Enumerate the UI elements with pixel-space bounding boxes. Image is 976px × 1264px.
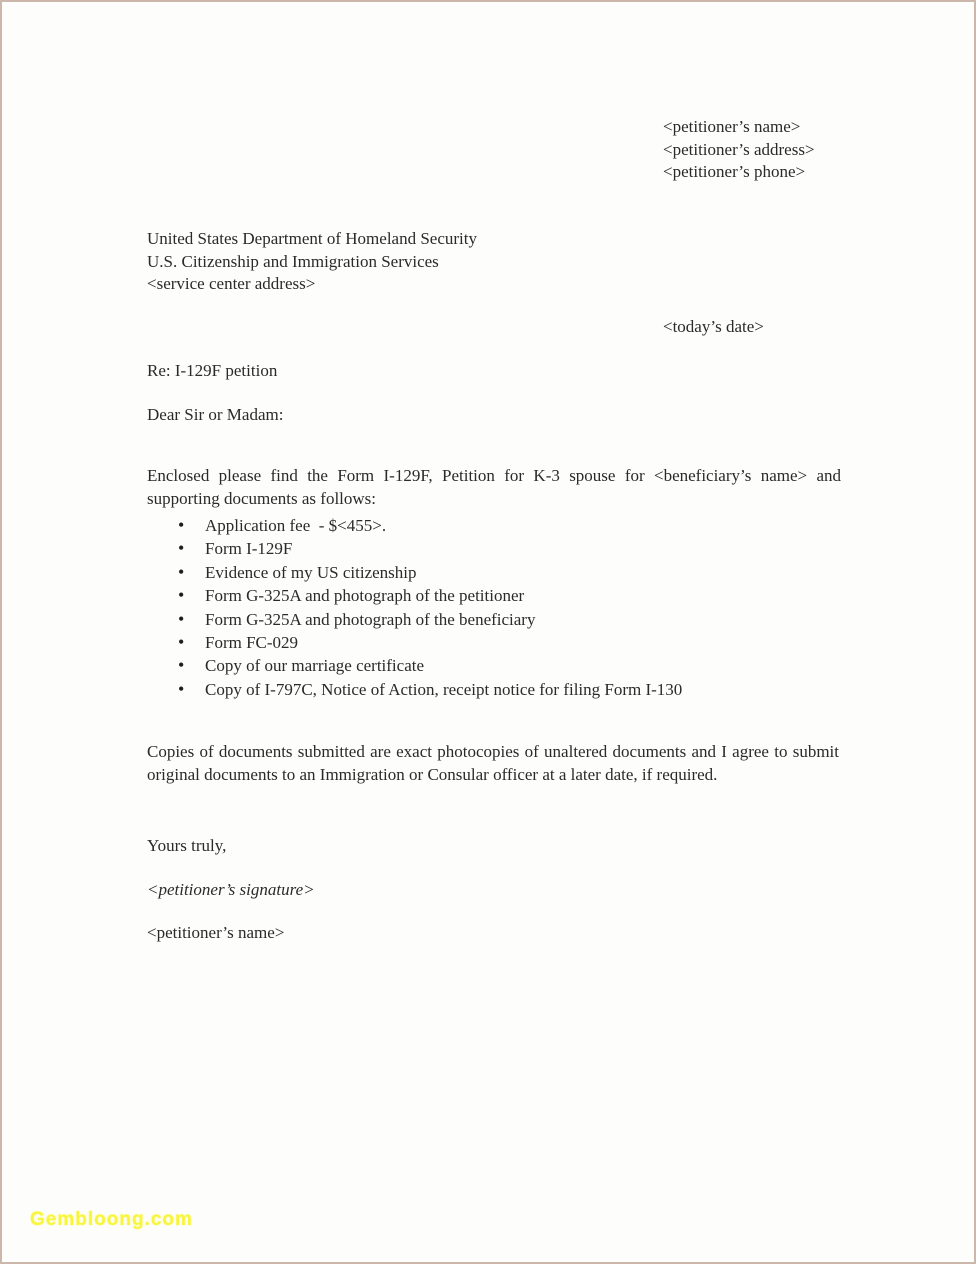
body-paragraph: Copies of documents submitted are exact photocopies of unaltered documents and I agree to submit original documents to an Immigration or Consular officer at a later date, if required. (147, 742, 839, 784)
service-center-address-placeholder: <service center address> (147, 274, 316, 293)
watermark-text: Gembloong.com (30, 1209, 193, 1230)
petitioner-phone-placeholder: <petitioner’s phone> (663, 162, 806, 181)
enclosure-list (147, 514, 847, 701)
recipient-department: United States Department of Homeland Security (147, 229, 477, 248)
signature-placeholder: <petitioner’s signature> (147, 880, 315, 899)
list-item: • Form G-325A and photograph of the petitioner (147, 584, 847, 607)
list-item: • Copy of our marriage certificate (147, 654, 847, 677)
recipient-agency: U.S. Citizenship and Immigration Services (147, 251, 439, 271)
date-placeholder: <today’s date> (663, 317, 764, 336)
list-item: • Evidence of my US citizenship (147, 561, 847, 584)
closing-line: Yours truly, (147, 836, 227, 855)
list-item: • Form I-129F (147, 537, 847, 560)
subject-line: Re: I-129F petition (147, 361, 278, 380)
recipient-address-block (147, 228, 477, 296)
intro-paragraph: Enclosed please find the Form I-129F, Petition for K-3 spouse for <beneficiary’s name> and supporting documents as follows: (147, 466, 841, 508)
signer-name-placeholder: <petitioner’s name> (147, 923, 285, 942)
list-item: • Form G-325A and photograph of the beneficiary (147, 608, 847, 631)
list-item: • Copy of I-797C, Notice of Action, receipt notice for filing Form I-130 (147, 678, 847, 701)
petitioner-contact-block (663, 116, 815, 184)
salutation: Dear Sir or Madam: (147, 405, 284, 424)
petitioner-name-placeholder: <petitioner’s name> (663, 117, 801, 136)
petitioner-address-placeholder: <petitioner’s address> (663, 139, 815, 159)
list-item: • Form FC-029 (147, 631, 847, 654)
list-item: • Application fee - $<455>. (147, 514, 847, 537)
